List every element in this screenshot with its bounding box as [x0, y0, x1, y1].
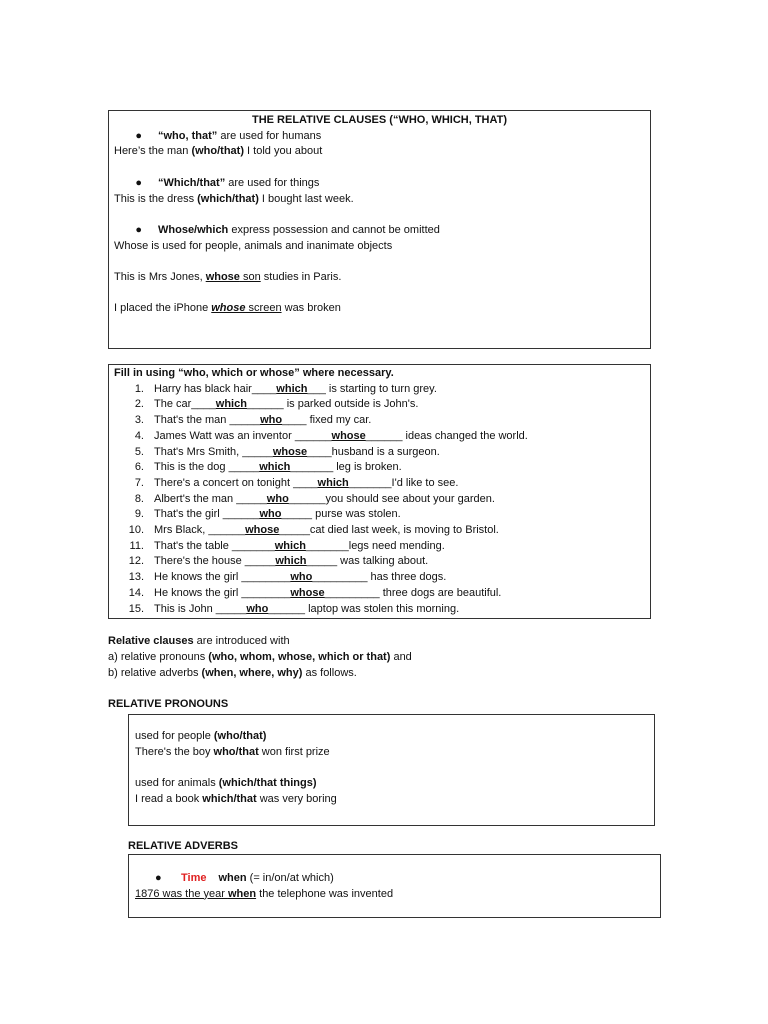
item-text-before: Mrs Black, ______ — [154, 524, 246, 537]
item-text-before: That's the girl ______ — [154, 508, 260, 521]
exercise-item — [114, 523, 650, 539]
example-whose-screen: I placed the iPhone whose screen was broken — [114, 302, 341, 315]
item-answer: who — [246, 602, 269, 615]
relative-adverbs-box — [128, 854, 661, 918]
exercise-item — [114, 586, 650, 602]
bullet-whose-which: ● Whose/which express possession and cannot be omitted — [135, 223, 440, 236]
item-answer: which — [317, 476, 349, 489]
adverb-time-example: 1876 was the year when the telephone was invented — [135, 887, 394, 900]
item-text-before: This is the dog _____ — [154, 461, 260, 474]
example-who-that: Here’s the man (who/that) I told you about — [114, 145, 323, 158]
item-number: 4. — [134, 429, 144, 442]
item-text-before: There's a concert on tonight ____ — [154, 476, 318, 489]
exercise-item — [114, 507, 650, 523]
item-text-before: The car____ — [154, 398, 216, 411]
item-text-before: This is John _____ — [154, 602, 247, 615]
relative-pronouns-heading: RELATIVE PRONOUNS — [108, 698, 229, 710]
item-text-after: _______I'd like to see. — [348, 476, 459, 489]
item-text-before: He knows the girl ________ — [154, 586, 291, 599]
item-number: 7. — [134, 476, 144, 489]
item-text-after: _______ leg is broken. — [290, 461, 402, 474]
item-text-after: _________ three dogs are beautiful. — [324, 586, 502, 599]
exercise-item — [114, 413, 650, 429]
pronoun-animals-example: I read a book which/that was very boring — [135, 792, 337, 805]
exercise-item — [114, 492, 650, 508]
example-which-that: This is the dress (which/that) I bought last week. — [114, 192, 354, 205]
item-text-after: ____ fixed my car. — [282, 414, 372, 427]
item-answer: whose — [245, 524, 280, 537]
exercise-item — [114, 460, 650, 476]
item-text-after: ______you should see about your garden. — [288, 492, 495, 505]
item-number: 14. — [128, 586, 144, 599]
intro-line-1: Relative clauses are introduced with — [108, 635, 290, 647]
item-number: 1. — [134, 382, 144, 395]
exercise-item — [114, 397, 650, 413]
item-text-after: ______ ideas changed the world. — [365, 429, 528, 442]
bullet-which-that: ● “Which/that” are used for things — [135, 176, 320, 189]
item-answer: whose — [272, 445, 308, 458]
item-number: 15. — [128, 602, 144, 615]
item-number: 8. — [134, 492, 144, 505]
item-text-before: That's the table _______ — [154, 539, 275, 552]
item-text-before: He knows the girl ________ — [154, 571, 291, 584]
item-text-after: ______ is parked outside is John's. — [246, 398, 419, 411]
item-text-after: ___ is starting to turn grey. — [307, 382, 437, 395]
item-answer: who — [290, 571, 313, 584]
pronoun-people-example: There's the boy who/that won first prize — [135, 745, 330, 758]
item-text-after: _________ has three dogs. — [312, 571, 447, 584]
pronoun-animals: used for animals (which/that things) — [135, 777, 317, 790]
item-number: 10. — [128, 524, 144, 537]
adverb-time: ● Time when (= in/on/at which) — [155, 872, 334, 884]
exercise-item — [114, 445, 650, 461]
box-title: THE RELATIVE CLAUSES (“WHO, WHICH, THAT) — [251, 114, 508, 126]
item-text-after: ______ laptop was stolen this morning. — [268, 602, 460, 615]
item-text-after: _____cat died last week, is moving to Bristol. — [279, 524, 499, 537]
example-whose-son: This is Mrs Jones, whose son studies in Paris. — [114, 270, 342, 283]
exercise-item — [114, 476, 650, 492]
item-answer: which — [276, 382, 308, 395]
item-answer: who — [266, 492, 289, 505]
exercise-list — [114, 382, 650, 618]
whose-usage: Whose is used for people, animals and inanimate objects — [114, 239, 393, 252]
item-text-before: James Watt was an inventor ______ — [154, 429, 332, 442]
exercise-item — [114, 382, 650, 398]
item-text-before: There's the house _____ — [154, 555, 276, 568]
item-text-after: _____ purse was stolen. — [281, 508, 401, 521]
exercise-title: Fill in using “who, which or whose” where necessary. — [114, 367, 394, 379]
item-number: 9. — [134, 508, 144, 521]
item-number: 6. — [134, 461, 144, 474]
exercise-item — [114, 602, 650, 618]
item-number: 3. — [134, 414, 144, 427]
relative-adverbs-heading: RELATIVE ADVERBS — [128, 840, 239, 852]
item-number: 13. — [128, 571, 144, 584]
relative-pronouns-box — [128, 714, 655, 826]
fill-in-exercise-box — [108, 364, 651, 619]
intro-line-2: a) relative pronouns (who, whom, whose, which or that) and — [108, 651, 412, 663]
item-text-after: _____ was talking about. — [306, 555, 429, 568]
item-text-before: That's the man _____ — [154, 414, 261, 427]
item-number: 2. — [134, 398, 144, 411]
item-answer: which — [274, 539, 306, 552]
item-answer: who — [259, 508, 282, 521]
exercise-item — [114, 554, 650, 570]
intro-line-3: b) relative adverbs (when, where, why) as follows. — [108, 667, 357, 679]
relative-clauses-box — [108, 110, 651, 349]
item-number: 5. — [134, 445, 144, 458]
item-text-after: _______legs need mending. — [305, 539, 445, 552]
bullet-who-that: ● “who, that” are used for humans — [135, 129, 322, 142]
item-answer: who — [260, 414, 283, 427]
item-answer: whose — [290, 586, 325, 599]
pronoun-people: used for people (who/that) — [135, 730, 267, 742]
item-answer: which — [259, 461, 291, 474]
item-text-after: ____husband is a surgeon. — [307, 445, 440, 458]
exercise-item — [114, 570, 650, 586]
item-text-before: Harry has black hair____ — [154, 382, 277, 395]
item-number: 12. — [128, 555, 144, 568]
item-answer: which — [275, 555, 307, 568]
item-text-before: That's Mrs Smith, _____ — [154, 445, 273, 458]
exercise-item — [114, 539, 650, 555]
item-answer: whose — [331, 429, 366, 442]
item-number: 11. — [129, 539, 144, 552]
item-text-before: Albert's the man _____ — [154, 492, 267, 505]
exercise-item — [114, 429, 650, 445]
item-answer: which — [215, 398, 247, 411]
